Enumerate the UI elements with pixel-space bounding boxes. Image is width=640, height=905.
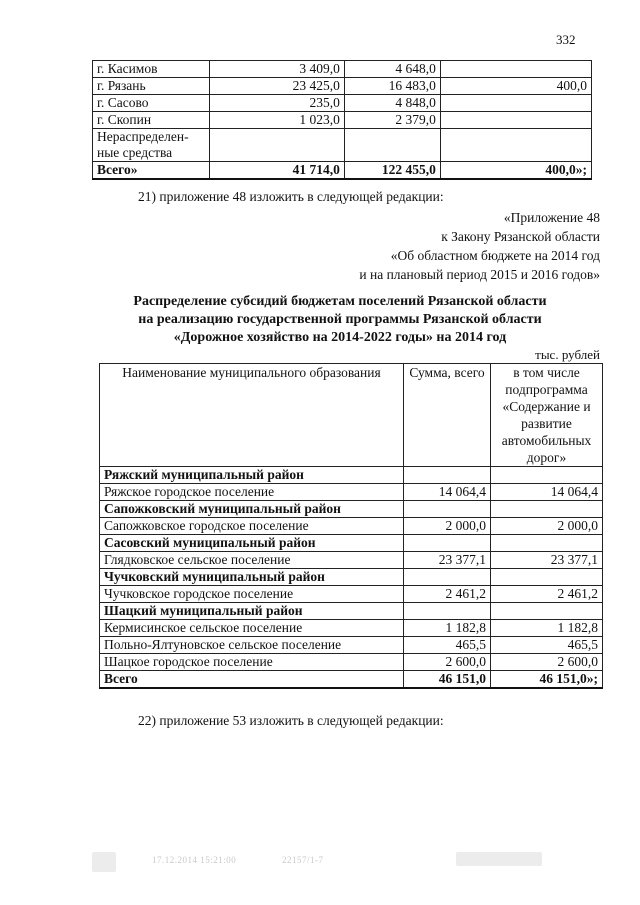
district-row — [100, 501, 603, 518]
table-row — [100, 586, 603, 603]
total-sum: 46 151,0 — [404, 671, 491, 689]
footer-mark-right — [456, 852, 542, 866]
municipality-cell: Сапожковский муниципальный район — [100, 501, 404, 518]
total-label: Всего — [100, 671, 404, 689]
document-title — [60, 293, 620, 347]
annex-line-4: и на плановый период 2015 и 2016 годов» — [359, 267, 600, 282]
table-row — [100, 552, 603, 569]
value-cell — [440, 129, 591, 162]
total-value: 400,0»; — [440, 162, 591, 180]
sum-cell: 2 600,0 — [404, 654, 491, 671]
value-cell — [440, 112, 591, 129]
municipality-cell: Сапожковское городское поселение — [100, 518, 404, 535]
total-value: 41 714,0 — [209, 162, 344, 180]
sum-cell — [404, 535, 491, 552]
subprogram-cell: 1 182,8 — [491, 620, 603, 637]
total-subprogram: 46 151,0»; — [491, 671, 603, 689]
subprogram-cell — [491, 569, 603, 586]
total-row — [93, 162, 592, 180]
value-cell: 4 848,0 — [344, 95, 440, 112]
municipality-cell: г. Сасово — [93, 95, 210, 112]
table-row — [100, 637, 603, 654]
total-row — [100, 671, 603, 689]
subprogram-cell: 2 600,0 — [491, 654, 603, 671]
table-row — [93, 112, 592, 129]
header-name: Наименование муниципального образования — [100, 364, 404, 467]
municipality-cell: Шацкий муниципальный район — [100, 603, 404, 620]
sum-cell — [404, 603, 491, 620]
page-number: 332 — [556, 32, 576, 47]
sum-cell — [404, 501, 491, 518]
municipality-cell: Чучковский муниципальный район — [100, 569, 404, 586]
title-line-3: «Дорожное хозяйство на 2014-2022 годы» на 2014 год — [173, 330, 507, 345]
value-cell — [344, 129, 440, 162]
title-line-1: Распределение субсидий бюджетам поселений Рязанской области — [133, 294, 547, 309]
district-row — [100, 467, 603, 484]
subprogram-cell: 14 064,4 — [491, 484, 603, 501]
total-value: 122 455,0 — [344, 162, 440, 180]
table-header-row — [100, 364, 603, 467]
subprogram-cell — [491, 535, 603, 552]
annex-header — [359, 208, 600, 284]
sum-cell: 2 461,2 — [404, 586, 491, 603]
municipality-cell: Сасовский муниципальный район — [100, 535, 404, 552]
value-cell: 3 409,0 — [209, 61, 344, 78]
municipality-cell: Глядковское сельское поселение — [100, 552, 404, 569]
table-row — [100, 484, 603, 501]
value-cell: 4 648,0 — [344, 61, 440, 78]
value-cell: 16 483,0 — [344, 78, 440, 95]
table-row — [93, 129, 592, 162]
subprogram-cell: 2 461,2 — [491, 586, 603, 603]
value-cell: 235,0 — [209, 95, 344, 112]
table-row — [100, 620, 603, 637]
municipality-cell: г. Рязань — [93, 78, 210, 95]
table-row — [93, 61, 592, 78]
footer-stamp-code: 22157/1-7 — [282, 855, 324, 865]
paragraph-22: 22) приложение 53 изложить в следующей редакции: — [138, 713, 444, 728]
value-cell: 400,0 — [440, 78, 591, 95]
subprogram-cell — [491, 467, 603, 484]
footer-stamp-date: 17.12.2014 15:21:00 — [152, 855, 237, 865]
value-cell — [209, 129, 344, 162]
sum-cell: 465,5 — [404, 637, 491, 654]
district-row — [100, 535, 603, 552]
annex-line-1: «Приложение 48 — [503, 210, 600, 225]
subprogram-cell — [491, 603, 603, 620]
subprogram-cell: 465,5 — [491, 637, 603, 654]
sum-cell: 2 000,0 — [404, 518, 491, 535]
value-cell: 23 425,0 — [209, 78, 344, 95]
sum-cell: 1 182,8 — [404, 620, 491, 637]
table-row — [93, 95, 592, 112]
unit-label: тыс. рублей — [535, 347, 600, 362]
value-cell: 1 023,0 — [209, 112, 344, 129]
municipality-cell: Чучковское городское поселение — [100, 586, 404, 603]
municipality-cell: Шацкое городское поселение — [100, 654, 404, 671]
table-row — [93, 78, 592, 95]
table-row — [100, 518, 603, 535]
annex-line-3: «Об областном бюджете на 2014 год — [390, 248, 600, 263]
district-row — [100, 603, 603, 620]
paragraph-21: 21) приложение 48 изложить в следующей редакции: — [138, 189, 444, 204]
annex-line-2: к Закону Рязанской области — [441, 229, 600, 244]
municipality-cell: Ряжский муниципальный район — [100, 467, 404, 484]
title-line-2: на реализацию государственной программы Рязанской области — [138, 312, 542, 327]
municipality-cell: Польно-Ялтуновское сельское поселение — [100, 637, 404, 654]
municipality-cell: г. Касимов — [93, 61, 210, 78]
sum-cell: 14 064,4 — [404, 484, 491, 501]
table-row — [100, 654, 603, 671]
sum-cell — [404, 467, 491, 484]
subprogram-cell — [491, 501, 603, 518]
header-subprogram: в том числе подпрограмма «Содержание и развитие автомобильных дорог» — [491, 364, 603, 467]
footer-mark-left — [92, 852, 116, 872]
header-sum: Сумма, всего — [404, 364, 491, 467]
subprogram-cell: 2 000,0 — [491, 518, 603, 535]
district-row — [100, 569, 603, 586]
subprogram-cell: 23 377,1 — [491, 552, 603, 569]
municipality-cell: Ряжское городское поселение — [100, 484, 404, 501]
municipality-cell: г. Скопин — [93, 112, 210, 129]
value-cell — [440, 95, 591, 112]
value-cell: 2 379,0 — [344, 112, 440, 129]
total-label: Всего» — [93, 162, 210, 180]
subsidy-distribution-table — [99, 363, 603, 689]
allocation-table-continued — [92, 60, 592, 180]
sum-cell — [404, 569, 491, 586]
sum-cell: 23 377,1 — [404, 552, 491, 569]
value-cell — [440, 61, 591, 78]
municipality-cell: Кермисинское сельское поселение — [100, 620, 404, 637]
municipality-cell: Нераспределен-ные средства — [93, 129, 210, 162]
